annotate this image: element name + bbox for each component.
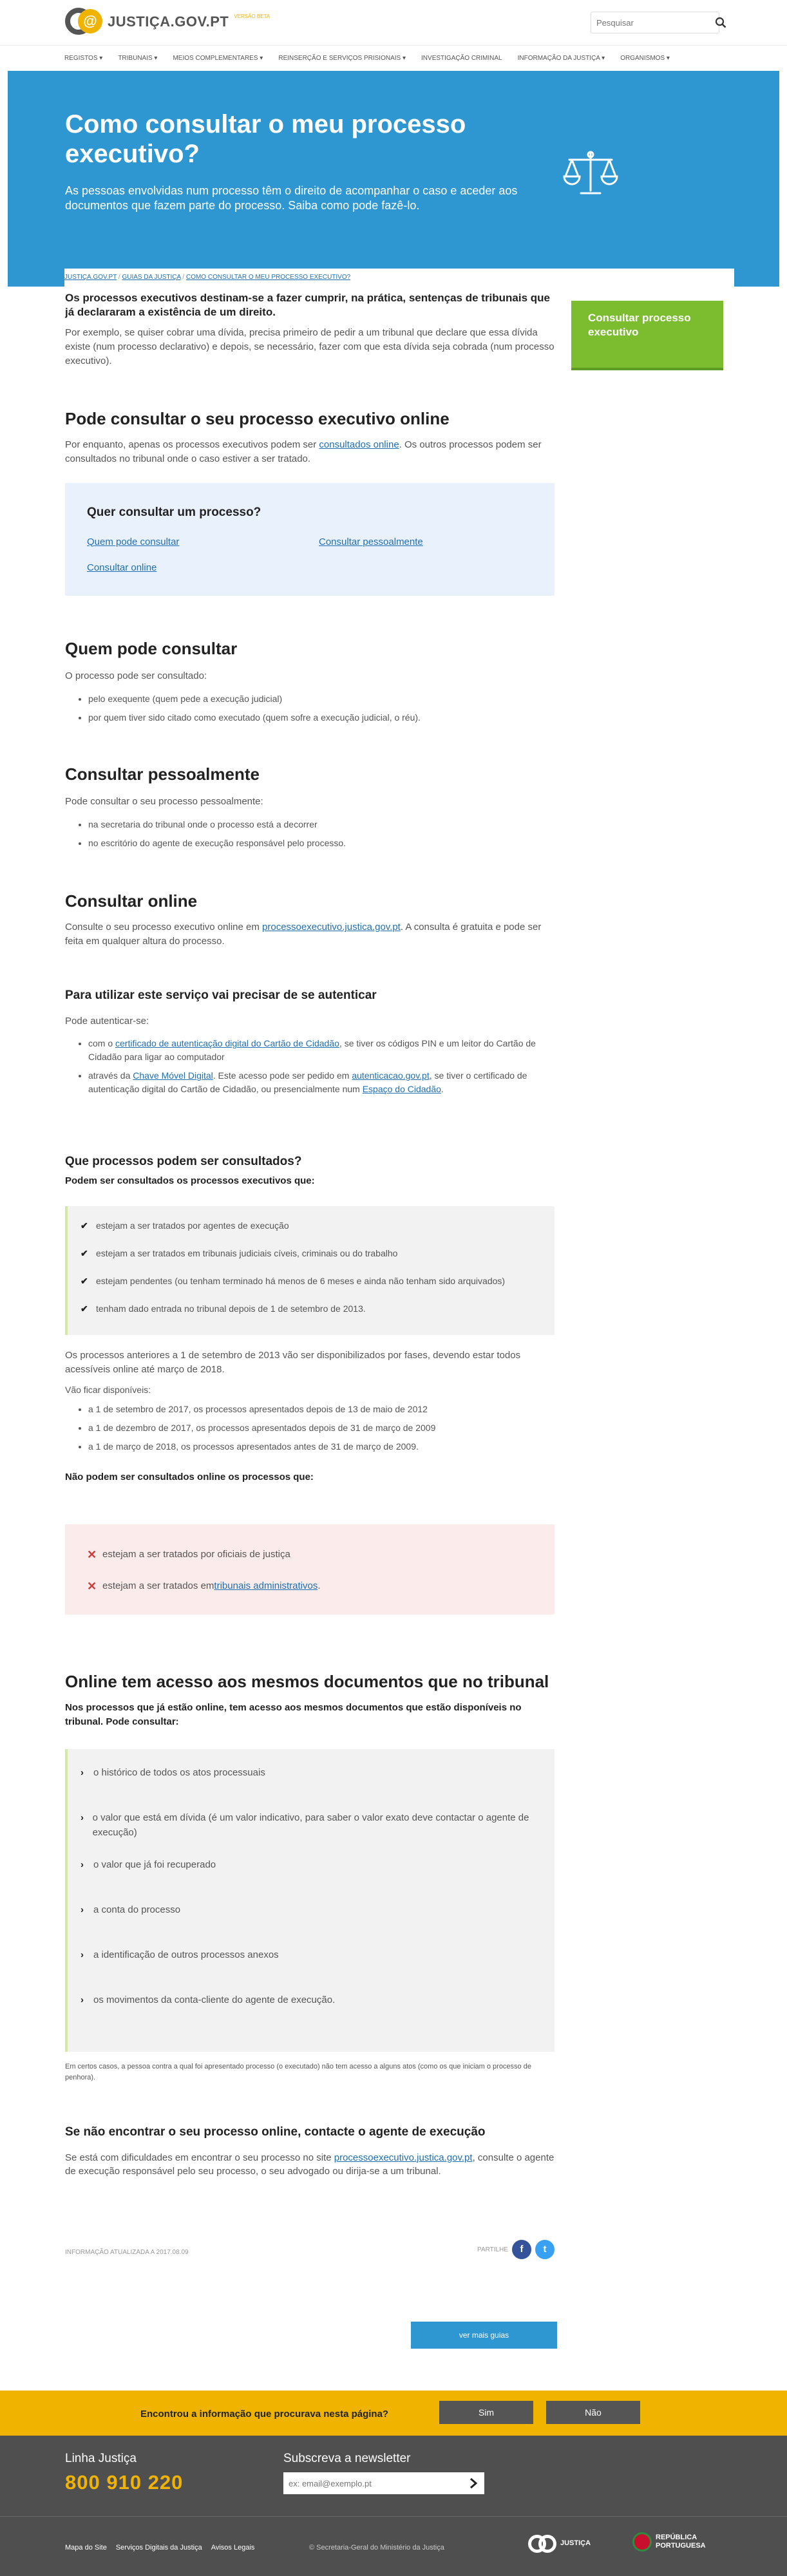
breadcrumb-item[interactable]: GUIAS DA JUSTIÇA — [122, 274, 181, 281]
copyright: © Secretaria-Geral do Ministério da Justiça — [309, 2544, 444, 2552]
list-item: • a 1 de setembro de 2017, os processos apresentados depois de 13 de maio de 2012 — [88, 1403, 555, 1416]
chevron-right-icon: › — [81, 1812, 84, 1823]
list-item: › os movimentos da conta-cliente do agente de execução. — [81, 1993, 542, 2020]
chevron-right-icon: › — [81, 1949, 84, 1960]
list-item: › o valor que já foi recuperado — [81, 1858, 542, 1885]
list-item: ✔ estejam pendentes (ou tenham terminado há menos de 6 meses e ainda não tenham sido arquivados) — [81, 1274, 542, 1288]
consultados-online-link[interactable]: consultados online — [319, 439, 399, 451]
breadcrumb: JUSTIÇA.GOV.PT / GUIAS DA JUSTIÇA / COMO CONSULTAR O MEU PROCESSO EXECUTIVO? — [64, 269, 734, 294]
inperson-body: Pode consultar o seu processo pessoalmente: — [65, 796, 263, 808]
newsletter-form — [283, 2472, 484, 2494]
chevron-right-icon: › — [81, 1767, 84, 1778]
online-section — [65, 409, 555, 466]
justica-logo[interactable]: JUSTIÇA — [528, 2532, 591, 2555]
section-title: Consultar pessoalmente — [65, 764, 260, 784]
quick-link-pessoalmente[interactable]: Consultar pessoalmente — [319, 536, 423, 547]
list-item: ✔ tenham dado entrada no tribunal depois de 1 de setembro de 2013. — [81, 1302, 542, 1316]
updated-label: INFORMAÇÃO ATUALIZADA A 2017.08.09 — [65, 2249, 189, 2256]
list-item: • com o certificado de autenticação digital do Cartão de Cidadão, se tiver os códigos PIN e um leitor do Cartão de Cidadão para ligar ao computador — [88, 1037, 555, 1064]
chevron-right-icon: › — [81, 1994, 84, 2005]
certificado-link[interactable]: certificado de autenticação digital do Cartão de Cidadão — [115, 1038, 339, 1049]
availability-body: Os processos anteriores a 1 de setembro de 2013 vão ser disponibilizados por fases, devendo estar todos acessíveis online até março de 2018. — [65, 1350, 521, 1375]
footer-links — [65, 2543, 254, 2553]
list-item: • na secretaria do tribunal onde o processo está a decorrer — [88, 818, 555, 831]
section-subtitle: Que processos podem ser consultados? — [65, 1155, 302, 1168]
quick-link-quem-pode[interactable]: Quem pode consultar — [87, 536, 180, 547]
list-item: ✔ estejam a ser tratados por agentes de execução — [81, 1219, 542, 1233]
more-guides-button[interactable]: ver mais guias — [411, 2322, 557, 2349]
which-subtitle: Podem ser consultados os processos executivos que: — [65, 1175, 315, 1186]
cross-icon: ✕ — [87, 1580, 97, 1593]
main-nav — [0, 45, 787, 71]
quick-links-panel — [65, 483, 555, 596]
list-item: ✕ estejam a ser tratados por oficiais de justiça — [87, 1546, 533, 1564]
list-item: ✕ estejam a ser tratados em tribunais administrativos . — [87, 1578, 533, 1595]
section-title: Pode consultar o seu processo executivo online — [65, 409, 450, 428]
republica-logo[interactable]: REPÚBLICA PORTUGUESA — [632, 2532, 706, 2552]
hotline-number[interactable]: 800 910 220 — [65, 2471, 184, 2494]
section-title: Quem pode consultar — [65, 639, 238, 658]
breadcrumb-item[interactable]: JUSTIÇA.GOV.PT — [64, 274, 117, 281]
feedback-question: Encontrou a informação que procurava nesta página? — [140, 2409, 389, 2420]
scale-icon — [562, 148, 620, 205]
nav-item-tribunais[interactable]: TRIBUNAIS ▾ — [118, 55, 158, 62]
share-group — [477, 2240, 555, 2259]
list-item: › a conta do processo — [81, 1903, 542, 1930]
section-title: Online tem acesso aos mesmos documentos que no tribunal — [65, 1672, 549, 1691]
not-allowed-title: Não podem ser consultados online os processos que: — [65, 1471, 314, 1482]
nav-item-reinsercao[interactable]: REINSERÇÃO E SERVIÇOS PRISIONAIS ▾ — [278, 55, 406, 62]
which-section — [65, 1153, 555, 1188]
footer-link-legal[interactable]: Avisos Legais — [211, 2544, 255, 2552]
check-icon: ✔ — [81, 1303, 88, 1314]
list-item: • a 1 de março de 2018, os processos apresentados antes de 31 de março de 2009. — [88, 1440, 555, 1454]
footer-link-sitemap[interactable]: Mapa do Site — [65, 2544, 107, 2552]
online-body: Por enquanto, apenas os processos executivos podem ser consultados online. Os outros processos podem ser consultados no tribunal onde o caso estiver a ser tratado. — [65, 439, 542, 464]
sidebar-consult-button[interactable]: Consultar processo executivo — [571, 301, 723, 370]
logo-text: JUSTIÇA.GOV.PT — [108, 13, 229, 30]
list-item: ✔ estejam a ser tratados em tribunais judiciais cíveis, criminais ou do trabalho — [81, 1247, 542, 1260]
chevron-right-icon: › — [81, 1859, 84, 1870]
arrow-right-icon[interactable] — [462, 2472, 484, 2494]
breadcrumb-item[interactable]: COMO CONSULTAR O MEU PROCESSO EXECUTIVO? — [185, 274, 351, 281]
search-icon[interactable] — [715, 13, 726, 32]
logo-mark: @ — [65, 6, 104, 36]
who-body: O processo pode ser consultado: — [65, 670, 207, 682]
footer-link-services[interactable]: Serviços Digitais da Justiça — [115, 2544, 202, 2552]
section-subtitle: Para utilizar este serviço vai precisar de se autenticar — [65, 989, 377, 1002]
notfound-section — [65, 2123, 555, 2179]
inperson-section — [65, 764, 555, 855]
twitter-icon[interactable]: t — [535, 2240, 555, 2259]
nav-item-organismos[interactable]: ORGANISMOS ▾ — [620, 55, 670, 62]
search-box — [591, 12, 719, 33]
feedback-no-button[interactable]: Não — [546, 2401, 640, 2424]
intro-lead: Os processos executivos destinam-se a fazer cumprir, na prática, sentenças de tribunais que já declararam a existência de um direito. — [65, 292, 551, 319]
section-title: Consultar online — [65, 891, 198, 911]
feedback-yes-button[interactable]: Sim — [439, 2401, 533, 2424]
page-title: Como consultar o meu processo executivo? — [65, 110, 466, 168]
list-item: › o valor que está em dívida (é um valor indicativo, para saber o valor exato deve contactar o agente de execução) — [81, 1812, 529, 1838]
check-icon: ✔ — [81, 1276, 88, 1286]
list-item: › o histórico de todos os atos processuais — [81, 1766, 542, 1793]
autenticacao-link[interactable]: autenticacao.gov.pt — [352, 1070, 430, 1081]
feedback-bar — [0, 2391, 787, 2436]
newsletter-email-input[interactable] — [283, 2473, 462, 2494]
list-item: › a identificação de outros processos anexos — [81, 1948, 542, 1975]
hero-banner — [8, 71, 779, 287]
nav-item-registos[interactable]: REGISTOS ▾ — [64, 55, 103, 62]
espaco-cidadao-link[interactable]: Espaço do Cidadão — [362, 1084, 441, 1095]
list-item: • no escritório do agente de execução responsável pelo processo. — [88, 837, 555, 850]
availability-section — [65, 1349, 555, 1484]
docs-box — [65, 1749, 555, 2052]
processoexecutivo-link[interactable]: processoexecutivo.justica.gov.pt — [334, 2152, 473, 2163]
quick-link-online[interactable]: Consultar online — [87, 562, 157, 573]
share-label: PARTILHE — [477, 2246, 508, 2253]
consult-online-section — [65, 891, 555, 949]
auth-body: Pode autenticar-se: — [65, 1015, 149, 1027]
availability-label: Vão ficar disponíveis: — [65, 1384, 151, 1395]
top-bar — [0, 0, 787, 45]
nav-item-investigacao-criminal[interactable]: INVESTIGAÇÃO CRIMINAL — [421, 55, 502, 62]
check-icon: ✔ — [81, 1220, 88, 1231]
list-item: • pelo exequente (quem pede a execução judicial) — [88, 692, 555, 706]
nav-item-informacao-justica[interactable]: INFORMAÇÃO DA JUSTIÇA ▾ — [517, 55, 605, 62]
who-section — [65, 639, 555, 730]
beta-badge: VERSÃO BETA — [234, 14, 270, 19]
newsletter-label: Subscreva a newsletter — [283, 2452, 411, 2465]
list-item: • a 1 de dezembro de 2017, os processos apresentados depois de 31 de março de 2009 — [88, 1421, 555, 1435]
list-item: • através da Chave Móvel Digital. Este acesso pode ser pedido em autenticacao.gov.pt, se tiver o certificado de autenticação digital do Cartão de Cidadão, ou presencialmente num Espaço do Cidadão. — [88, 1069, 555, 1096]
auth-section — [65, 987, 555, 1101]
chevron-right-icon: › — [81, 1904, 84, 1915]
allowed-processes-box — [65, 1206, 555, 1335]
intro-body: Por exemplo, se quiser cobrar uma dívida, precisa primeiro de pedir a um tribunal que declare que essa dívida existe (num processo declarativo) e depois, se necessário, fazer com que esta dívida seja cobrada (num processo executivo). — [65, 327, 555, 366]
meta-row — [65, 2239, 555, 2260]
docs-section — [65, 1672, 555, 1729]
chave-movel-link[interactable]: Chave Móvel Digital — [133, 1070, 213, 1081]
consult-online-body: Consulte o seu processo executivo online em processoexecutivo.justica.gov.pt. A consulta é gratuita e pode ser feita em qualquer altura do processo. — [65, 922, 542, 947]
facebook-icon[interactable]: f — [512, 2240, 531, 2259]
footer-divider — [0, 2516, 787, 2517]
check-icon: ✔ — [81, 1248, 88, 1258]
notfound-body: Se está com dificuldades em encontrar o seu processo no site processoexecutivo.justica.gov.pt, consulte o agente de execução responsável pelo seu processo, o seu advogado ou dirija-se a um tribunal. — [65, 2152, 555, 2177]
quick-links-title: Quer consultar um processo? — [87, 506, 261, 519]
list-item: • por quem tiver sido citado como executado (quem sofre a execução judicial, o réu). — [88, 711, 555, 724]
site-logo[interactable] — [65, 6, 270, 36]
intro-section — [65, 291, 555, 368]
emblem-icon — [632, 2532, 652, 2552]
hotline-label: Linha Justiça — [65, 2452, 137, 2465]
section-subtitle: Se não encontrar o seu processo online, contacte o agente de execução — [65, 2125, 486, 2139]
nav-item-meios-complementares[interactable]: MEIOS COMPLEMENTARES ▾ — [173, 55, 263, 62]
footer — [0, 2436, 787, 2576]
hero-lead: As pessoas envolvidas num processo têm o direito de acompanhar o caso e aceder aos documentos que fazem parte do processo. Saiba como pode fazê-lo. — [65, 184, 518, 213]
tribunais-administrativos-link[interactable]: tribunais administrativos — [214, 1580, 318, 1592]
docs-note: Em certos casos, a pessoa contra a qual foi apresentado processo (o executado) não tem acesso a alguns atos (como os que iniciam o processo de penhora). — [65, 2063, 531, 2081]
cross-icon: ✕ — [87, 1548, 97, 1561]
processoexecutivo-link[interactable]: processoexecutivo.justica.gov.pt — [262, 922, 401, 933]
docs-subtitle: Nos processos que já estão online, tem acesso aos mesmos documentos que estão disponíveis no tribunal. Pode consultar: — [65, 1702, 522, 1727]
search-input[interactable] — [591, 12, 715, 33]
not-allowed-box — [65, 1524, 555, 1615]
